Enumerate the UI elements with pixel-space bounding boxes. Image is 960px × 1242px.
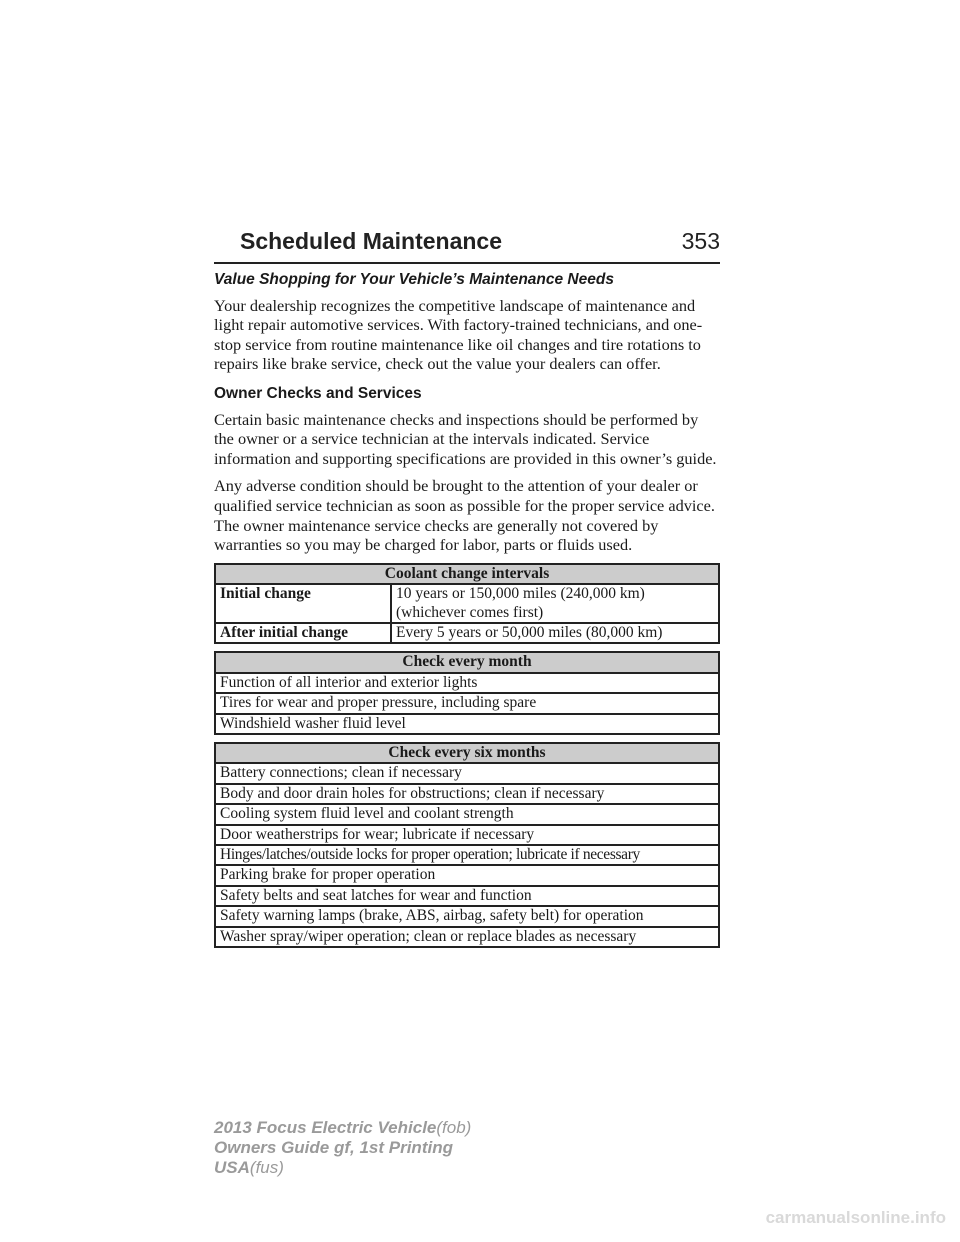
owner-checks-paragraph-1: Certain basic maintenance checks and inspections should be performed by the owner or a service technician at the intervals indicated. Service information and supporting specifications are provided in this owner’s guide. [214,409,717,468]
table-cell: Tires for wear and proper pressure, including spare [215,693,719,713]
owner-checks-heading: Owner Checks and Services [214,384,422,402]
table-row [215,673,719,693]
table-cell: Body and door drain holes for obstructions; clean if necessary [215,784,719,804]
table-cell: Function of all interior and exterior lights [215,673,719,693]
table-cell-label: Initial change [215,584,391,623]
table-cell: Washer spray/wiper operation; clean or replace blades as necessary [215,927,719,947]
page-content [214,270,720,955]
table-row [215,714,719,734]
table-cell: Safety belts and seat latches for wear and function [215,886,719,906]
table-row [215,584,719,623]
footer-code: (fob) [436,1118,472,1137]
table-cell: Hinges/latches/outside locks for proper operation; lubricate if necessary [215,845,719,865]
table-row [215,906,719,926]
monthly-table-header: Check every month [215,652,719,672]
footer-vehicle: 2013 Focus Electric Vehicle [214,1118,437,1137]
table-cell: Windshield washer fluid level [215,714,719,734]
table-row [215,825,719,845]
table-row [215,784,719,804]
table-row [215,886,719,906]
footer-line-2: Owners Guide gf, 1st Printing [214,1138,453,1157]
monthly-table [214,651,720,735]
owner-checks-paragraph-2: Any adverse condition should be brought to the attention of your dealer or qualified service technician as soon as possible for the proper service advice. The owner maintenance service checks are generally not covered by warranties so you may be charged for labor, parts or fluids used. [214,476,715,555]
footer-line-3 [214,1158,471,1178]
table-row [215,763,719,783]
value-shopping-heading: Value Shopping for Your Vehicle’s Maintenance Needs [214,271,614,288]
value-shopping-paragraph: Your dealership recognizes the competitive landscape of maintenance and light repair automotive services. With factory-trained technicians, and one-stop service from routine maintenance like oil changes and tire rotations to repairs like brake service, check out the value your dealers can offer. [214,295,703,374]
footer-region-code: (fus) [249,1158,284,1177]
page-title: Scheduled Maintenance [240,228,503,254]
table-row [215,845,719,865]
document-footer [214,1118,471,1178]
header-divider [214,262,720,264]
table-row [215,927,719,947]
table-row [215,804,719,824]
table-row [215,623,719,643]
coolant-table-header: Coolant change intervals [215,564,719,584]
table-cell: Cooling system fluid level and coolant strength [215,804,719,824]
coolant-table [214,563,720,645]
table-cell-value: 10 years or 150,000 miles (240,000 km) (whichever comes first) [391,584,719,623]
footer-line-1 [214,1118,471,1138]
six-month-table-header: Check every six months [215,743,719,763]
table-cell-value: Every 5 years or 50,000 miles (80,000 km) [391,623,719,643]
page-number: 353 [681,228,720,254]
table-cell-label: After initial change [215,623,391,643]
table-row [215,865,719,885]
table-row [215,693,719,713]
table-cell: Battery connections; clean if necessary [215,763,719,783]
table-cell: Door weatherstrips for wear; lubricate if necessary [215,825,719,845]
table-cell: Parking brake for proper operation [215,865,719,885]
footer-region: USA [214,1158,250,1177]
watermark: carmanualsonline.info [765,1208,946,1227]
table-cell: Safety warning lamps (brake, ABS, airbag, safety belt) for operation [215,906,719,926]
six-month-table [214,742,720,948]
